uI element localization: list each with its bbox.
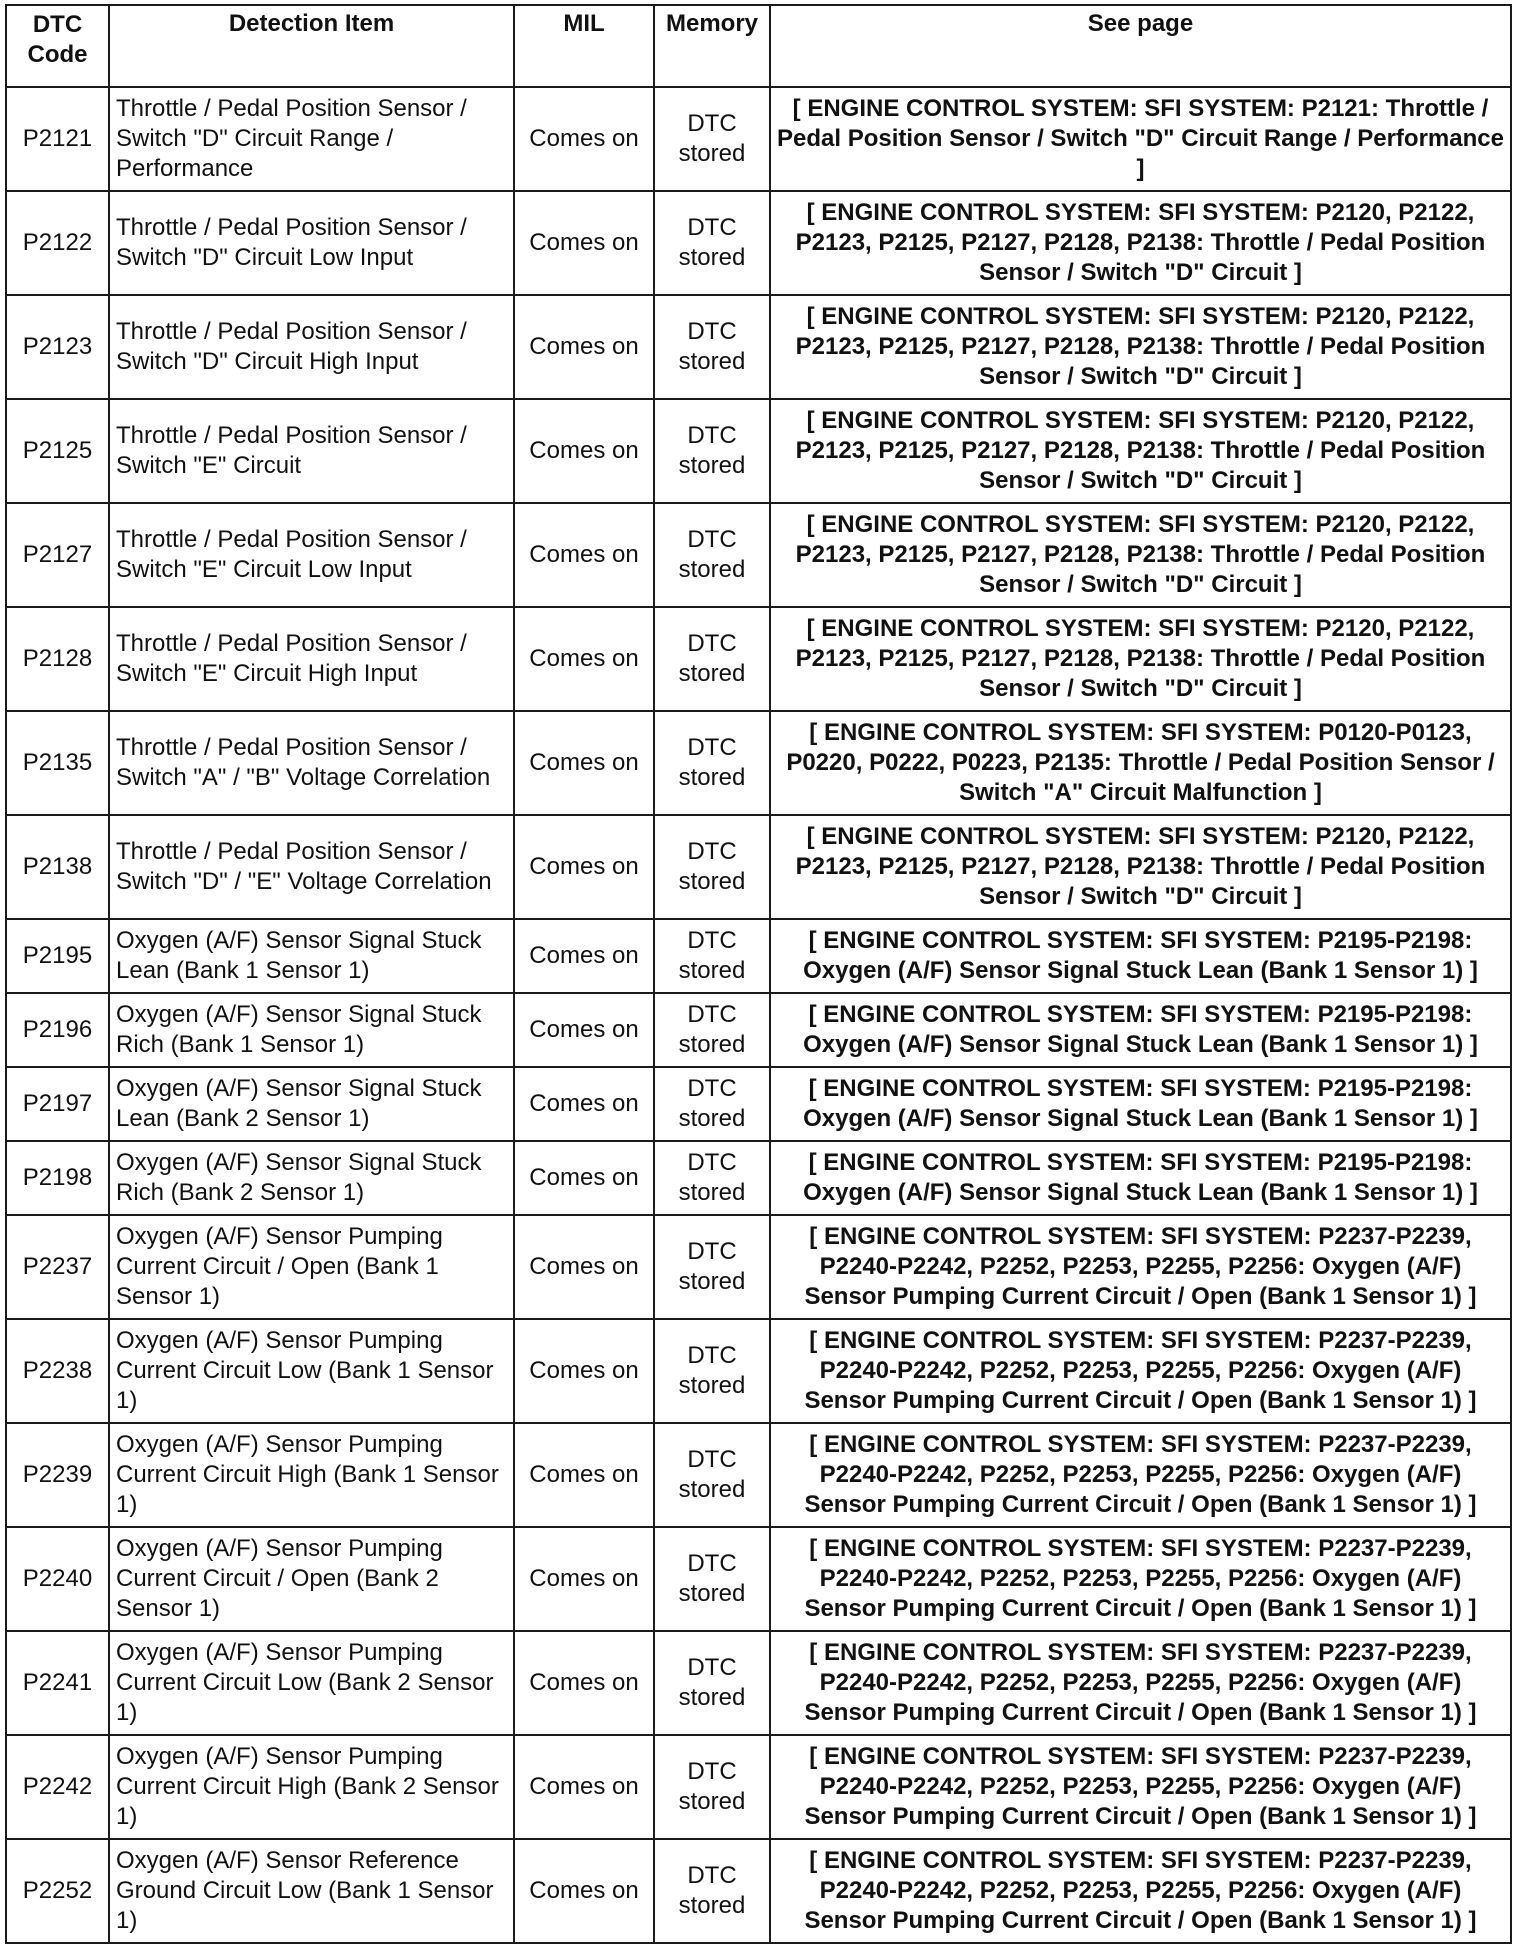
memory-cell: DTC stored bbox=[654, 87, 770, 191]
memory-cell: DTC stored bbox=[654, 1067, 770, 1141]
see-page-link[interactable]: [ ENGINE CONTROL SYSTEM: SFI SYSTEM: P2237-P2239, P2240-P2242, P2252, P2253, P2255, P2256: Oxygen (A/F) Sensor Pumping Current Circuit / Open (Bank 1 Sensor 1) ] bbox=[770, 1423, 1511, 1527]
dtc-code-cell: P2122 bbox=[6, 191, 109, 295]
header-memory: Memory bbox=[654, 5, 770, 87]
mil-cell: Comes on bbox=[514, 1735, 654, 1839]
detection-item-cell: Throttle / Pedal Position Sensor / Switch "E" Circuit Low Input bbox=[109, 503, 514, 607]
see-page-link[interactable]: [ ENGINE CONTROL SYSTEM: SFI SYSTEM: P2237-P2239, P2240-P2242, P2252, P2253, P2255, P2256: Oxygen (A/F) Sensor Pumping Current Circuit / Open (Bank 1 Sensor 1) ] bbox=[770, 1527, 1511, 1631]
dtc-code-cell: P2127 bbox=[6, 503, 109, 607]
header-mil: MIL bbox=[514, 5, 654, 87]
table-row bbox=[6, 399, 1511, 503]
see-page-link[interactable]: [ ENGINE CONTROL SYSTEM: SFI SYSTEM: P2120, P2122, P2123, P2125, P2127, P2128, P2138: Throttle / Pedal Position Sensor / Switch "D" Circuit ] bbox=[770, 607, 1511, 711]
mil-cell: Comes on bbox=[514, 1215, 654, 1319]
table-row bbox=[6, 1839, 1511, 1943]
dtc-code-cell: P2195 bbox=[6, 919, 109, 993]
table-row bbox=[6, 1067, 1511, 1141]
detection-item-cell: Throttle / Pedal Position Sensor / Switch "E" Circuit High Input bbox=[109, 607, 514, 711]
table-row bbox=[6, 503, 1511, 607]
table-row bbox=[6, 191, 1511, 295]
detection-item-cell: Throttle / Pedal Position Sensor / Switch "D" Circuit Range / Performance bbox=[109, 87, 514, 191]
table-row bbox=[6, 607, 1511, 711]
mil-cell: Comes on bbox=[514, 815, 654, 919]
mil-cell: Comes on bbox=[514, 1067, 654, 1141]
header-dtc-code: DTC Code bbox=[6, 5, 109, 87]
see-page-link[interactable]: [ ENGINE CONTROL SYSTEM: SFI SYSTEM: P2195-P2198: Oxygen (A/F) Sensor Signal Stuck Lean (Bank 1 Sensor 1) ] bbox=[770, 919, 1511, 993]
memory-cell: DTC stored bbox=[654, 1141, 770, 1215]
mil-cell: Comes on bbox=[514, 1527, 654, 1631]
dtc-code-cell: P2197 bbox=[6, 1067, 109, 1141]
mil-cell: Comes on bbox=[514, 1141, 654, 1215]
table-row bbox=[6, 919, 1511, 993]
see-page-link[interactable]: [ ENGINE CONTROL SYSTEM: SFI SYSTEM: P2120, P2122, P2123, P2125, P2127, P2128, P2138: Throttle / Pedal Position Sensor / Switch "D" Circuit ] bbox=[770, 815, 1511, 919]
memory-cell: DTC stored bbox=[654, 711, 770, 815]
memory-cell: DTC stored bbox=[654, 607, 770, 711]
table-body bbox=[6, 87, 1511, 1943]
detection-item-cell: Oxygen (A/F) Sensor Reference Ground Circuit Low (Bank 1 Sensor 1) bbox=[109, 1839, 514, 1943]
mil-cell: Comes on bbox=[514, 87, 654, 191]
table-row bbox=[6, 1215, 1511, 1319]
table-row bbox=[6, 1319, 1511, 1423]
dtc-code-cell: P2196 bbox=[6, 993, 109, 1067]
memory-cell: DTC stored bbox=[654, 191, 770, 295]
dtc-code-cell: P2242 bbox=[6, 1735, 109, 1839]
dtc-code-cell: P2240 bbox=[6, 1527, 109, 1631]
see-page-link[interactable]: [ ENGINE CONTROL SYSTEM: SFI SYSTEM: P2237-P2239, P2240-P2242, P2252, P2253, P2255, P2256: Oxygen (A/F) Sensor Pumping Current Circuit / Open (Bank 1 Sensor 1) ] bbox=[770, 1215, 1511, 1319]
dtc-code-cell: P2125 bbox=[6, 399, 109, 503]
mil-cell: Comes on bbox=[514, 399, 654, 503]
see-page-link[interactable]: [ ENGINE CONTROL SYSTEM: SFI SYSTEM: P2120, P2122, P2123, P2125, P2127, P2128, P2138: Throttle / Pedal Position Sensor / Switch "D" Circuit ] bbox=[770, 399, 1511, 503]
memory-cell: DTC stored bbox=[654, 1735, 770, 1839]
detection-item-cell: Throttle / Pedal Position Sensor / Switch "D" Circuit High Input bbox=[109, 295, 514, 399]
detection-item-cell: Oxygen (A/F) Sensor Pumping Current Circuit / Open (Bank 1 Sensor 1) bbox=[109, 1215, 514, 1319]
dtc-code-cell: P2138 bbox=[6, 815, 109, 919]
detection-item-cell: Oxygen (A/F) Sensor Pumping Current Circuit / Open (Bank 2 Sensor 1) bbox=[109, 1527, 514, 1631]
detection-item-cell: Throttle / Pedal Position Sensor / Switch "A" / "B" Voltage Correlation bbox=[109, 711, 514, 815]
dtc-code-cell: P2123 bbox=[6, 295, 109, 399]
table-row bbox=[6, 993, 1511, 1067]
mil-cell: Comes on bbox=[514, 711, 654, 815]
mil-cell: Comes on bbox=[514, 1319, 654, 1423]
memory-cell: DTC stored bbox=[654, 1423, 770, 1527]
memory-cell: DTC stored bbox=[654, 1527, 770, 1631]
dtc-code-cell: P2121 bbox=[6, 87, 109, 191]
detection-item-cell: Throttle / Pedal Position Sensor / Switch "E" Circuit bbox=[109, 399, 514, 503]
dtc-code-cell: P2238 bbox=[6, 1319, 109, 1423]
dtc-code-cell: P2239 bbox=[6, 1423, 109, 1527]
dtc-table-container bbox=[5, 4, 1510, 1944]
see-page-link[interactable]: [ ENGINE CONTROL SYSTEM: SFI SYSTEM: P2237-P2239, P2240-P2242, P2252, P2253, P2255, P2256: Oxygen (A/F) Sensor Pumping Current Circuit / Open (Bank 1 Sensor 1) ] bbox=[770, 1735, 1511, 1839]
memory-cell: DTC stored bbox=[654, 399, 770, 503]
mil-cell: Comes on bbox=[514, 1423, 654, 1527]
memory-cell: DTC stored bbox=[654, 1319, 770, 1423]
see-page-link[interactable]: [ ENGINE CONTROL SYSTEM: SFI SYSTEM: P2237-P2239, P2240-P2242, P2252, P2253, P2255, P2256: Oxygen (A/F) Sensor Pumping Current Circuit / Open (Bank 1 Sensor 1) ] bbox=[770, 1839, 1511, 1943]
dtc-code-cell: P2241 bbox=[6, 1631, 109, 1735]
see-page-link[interactable]: [ ENGINE CONTROL SYSTEM: SFI SYSTEM: P2237-P2239, P2240-P2242, P2252, P2253, P2255, P2256: Oxygen (A/F) Sensor Pumping Current Circuit / Open (Bank 1 Sensor 1) ] bbox=[770, 1319, 1511, 1423]
table-row bbox=[6, 295, 1511, 399]
see-page-link[interactable]: [ ENGINE CONTROL SYSTEM: SFI SYSTEM: P2195-P2198: Oxygen (A/F) Sensor Signal Stuck Lean (Bank 1 Sensor 1) ] bbox=[770, 993, 1511, 1067]
memory-cell: DTC stored bbox=[654, 919, 770, 993]
dtc-table bbox=[5, 4, 1512, 1944]
mil-cell: Comes on bbox=[514, 503, 654, 607]
header-detection-item: Detection Item bbox=[109, 5, 514, 87]
memory-cell: DTC stored bbox=[654, 815, 770, 919]
detection-item-cell: Oxygen (A/F) Sensor Signal Stuck Lean (Bank 1 Sensor 1) bbox=[109, 919, 514, 993]
table-row bbox=[6, 711, 1511, 815]
dtc-code-cell: P2128 bbox=[6, 607, 109, 711]
detection-item-cell: Throttle / Pedal Position Sensor / Switch "D" Circuit Low Input bbox=[109, 191, 514, 295]
table-row bbox=[6, 1735, 1511, 1839]
table-row bbox=[6, 815, 1511, 919]
see-page-link[interactable]: [ ENGINE CONTROL SYSTEM: SFI SYSTEM: P2195-P2198: Oxygen (A/F) Sensor Signal Stuck Lean (Bank 1 Sensor 1) ] bbox=[770, 1067, 1511, 1141]
detection-item-cell: Oxygen (A/F) Sensor Pumping Current Circuit Low (Bank 2 Sensor 1) bbox=[109, 1631, 514, 1735]
detection-item-cell: Oxygen (A/F) Sensor Signal Stuck Lean (Bank 2 Sensor 1) bbox=[109, 1067, 514, 1141]
memory-cell: DTC stored bbox=[654, 503, 770, 607]
header-see-page: See page bbox=[770, 5, 1511, 87]
mil-cell: Comes on bbox=[514, 993, 654, 1067]
mil-cell: Comes on bbox=[514, 607, 654, 711]
detection-item-cell: Oxygen (A/F) Sensor Pumping Current Circuit High (Bank 2 Sensor 1) bbox=[109, 1735, 514, 1839]
dtc-code-cell: P2198 bbox=[6, 1141, 109, 1215]
mil-cell: Comes on bbox=[514, 1839, 654, 1943]
detection-item-cell: Oxygen (A/F) Sensor Signal Stuck Rich (Bank 1 Sensor 1) bbox=[109, 993, 514, 1067]
mil-cell: Comes on bbox=[514, 295, 654, 399]
table-row bbox=[6, 1527, 1511, 1631]
dtc-code-cell: P2252 bbox=[6, 1839, 109, 1943]
detection-item-cell: Oxygen (A/F) Sensor Signal Stuck Rich (Bank 2 Sensor 1) bbox=[109, 1141, 514, 1215]
memory-cell: DTC stored bbox=[654, 1215, 770, 1319]
memory-cell: DTC stored bbox=[654, 295, 770, 399]
table-row bbox=[6, 1141, 1511, 1215]
mil-cell: Comes on bbox=[514, 919, 654, 993]
header-row bbox=[6, 5, 1511, 87]
detection-item-cell: Oxygen (A/F) Sensor Pumping Current Circuit Low (Bank 1 Sensor 1) bbox=[109, 1319, 514, 1423]
memory-cell: DTC stored bbox=[654, 1631, 770, 1735]
memory-cell: DTC stored bbox=[654, 1839, 770, 1943]
dtc-code-cell: P2135 bbox=[6, 711, 109, 815]
table-row bbox=[6, 87, 1511, 191]
detection-item-cell: Oxygen (A/F) Sensor Pumping Current Circuit High (Bank 1 Sensor 1) bbox=[109, 1423, 514, 1527]
see-page-link[interactable]: [ ENGINE CONTROL SYSTEM: SFI SYSTEM: P2120, P2122, P2123, P2125, P2127, P2128, P2138: Throttle / Pedal Position Sensor / Switch "D" Circuit ] bbox=[770, 191, 1511, 295]
dtc-code-cell: P2237 bbox=[6, 1215, 109, 1319]
see-page-link[interactable]: [ ENGINE CONTROL SYSTEM: SFI SYSTEM: P2121: Throttle / Pedal Position Sensor / Switch "D" Circuit Range / Performance ] bbox=[770, 87, 1511, 191]
mil-cell: Comes on bbox=[514, 1631, 654, 1735]
see-page-link[interactable]: [ ENGINE CONTROL SYSTEM: SFI SYSTEM: P2195-P2198: Oxygen (A/F) Sensor Signal Stuck Lean (Bank 1 Sensor 1) ] bbox=[770, 1141, 1511, 1215]
see-page-link[interactable]: [ ENGINE CONTROL SYSTEM: SFI SYSTEM: P0120-P0123, P0220, P0222, P0223, P2135: Throttle / Pedal Position Sensor / Switch "A" Circuit Malfunction ] bbox=[770, 711, 1511, 815]
see-page-link[interactable]: [ ENGINE CONTROL SYSTEM: SFI SYSTEM: P2120, P2122, P2123, P2125, P2127, P2128, P2138: Throttle / Pedal Position Sensor / Switch "D" Circuit ] bbox=[770, 503, 1511, 607]
table-row bbox=[6, 1631, 1511, 1735]
see-page-link[interactable]: [ ENGINE CONTROL SYSTEM: SFI SYSTEM: P2237-P2239, P2240-P2242, P2252, P2253, P2255, P2256: Oxygen (A/F) Sensor Pumping Current Circuit / Open (Bank 1 Sensor 1) ] bbox=[770, 1631, 1511, 1735]
table-row bbox=[6, 1423, 1511, 1527]
mil-cell: Comes on bbox=[514, 191, 654, 295]
memory-cell: DTC stored bbox=[654, 993, 770, 1067]
see-page-link[interactable]: [ ENGINE CONTROL SYSTEM: SFI SYSTEM: P2120, P2122, P2123, P2125, P2127, P2128, P2138: Throttle / Pedal Position Sensor / Switch "D" Circuit ] bbox=[770, 295, 1511, 399]
detection-item-cell: Throttle / Pedal Position Sensor / Switch "D" / "E" Voltage Correlation bbox=[109, 815, 514, 919]
